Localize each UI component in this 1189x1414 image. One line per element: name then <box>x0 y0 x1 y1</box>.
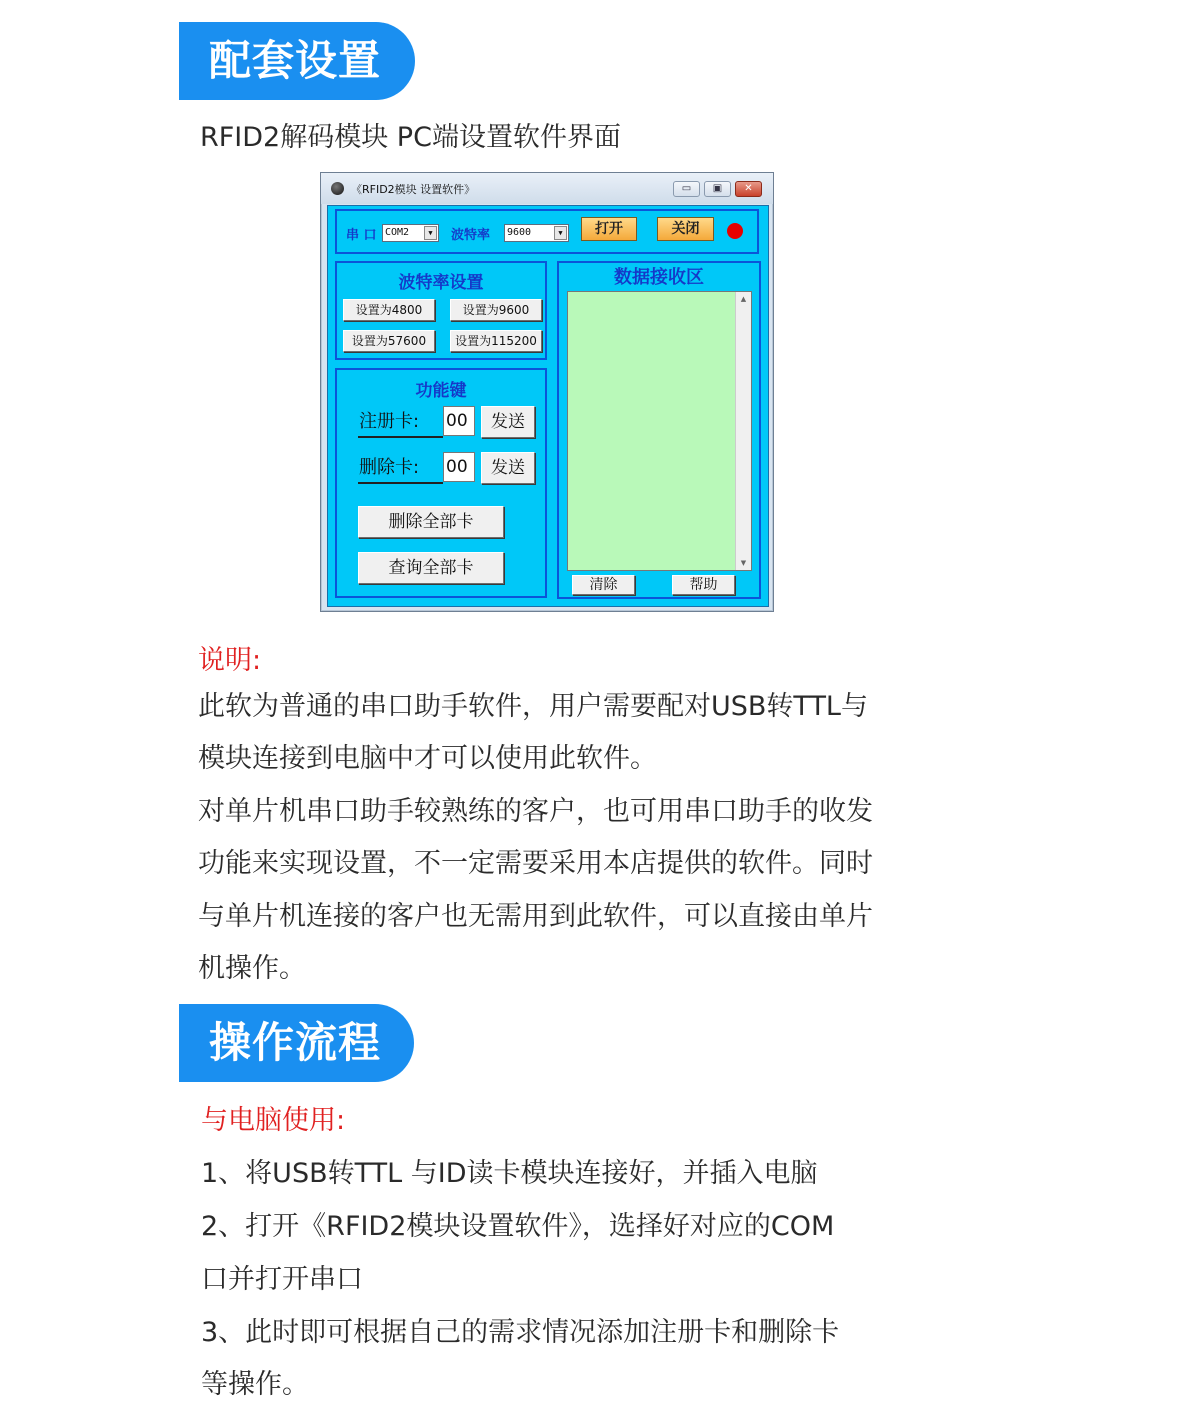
serial-port-select[interactable] <box>382 224 439 242</box>
process-step: 3、此时即可根据自己的需求情况添加注册卡和删除卡 <box>201 1317 840 1348</box>
set-baud-9600-button[interactable]: 设置为9600 <box>450 299 542 321</box>
set-baud-57600-button[interactable]: 设置为57600 <box>343 330 435 352</box>
window-titlebar[interactable] <box>321 173 773 204</box>
register-send-button[interactable]: 发送 <box>481 406 535 438</box>
baud-rate-label: 波特率 <box>451 228 491 243</box>
function-keys-group-title: 功能键 <box>415 381 467 401</box>
chevron-down-icon[interactable]: ▼ <box>424 226 437 240</box>
set-baud-4800-button[interactable]: 设置为4800 <box>343 299 435 321</box>
scroll-down-icon[interactable]: ▼ <box>740 559 747 567</box>
delete-card-input[interactable]: 00 <box>443 452 475 482</box>
minimize-icon[interactable]: ▭ <box>673 181 700 197</box>
process-step: 等操作。 <box>201 1369 309 1400</box>
notes-line: 此软为普通的串口助手软件，用户需要配对USB转TTL与 <box>198 691 868 722</box>
query-all-cards-button[interactable]: 查询全部卡 <box>358 552 504 584</box>
serial-port-label: 串 口 <box>346 228 377 243</box>
notes-line: 功能来实现设置，不一定需要采用本店提供的软件。同时 <box>198 848 873 879</box>
section-banner-process: 操作流程 <box>179 1004 414 1082</box>
scroll-up-icon[interactable]: ▲ <box>740 295 747 303</box>
delete-all-cards-button[interactable]: 删除全部卡 <box>358 506 504 538</box>
chevron-down-icon[interactable]: ▼ <box>554 226 567 240</box>
register-card-input[interactable]: 00 <box>443 406 475 436</box>
delete-card-underline <box>358 482 443 484</box>
notes-line: 对单片机串口助手较熟练的客户，也可用串口助手的收发 <box>198 796 873 827</box>
notes-heading: 说明: <box>198 645 262 676</box>
section-banner-setup: 配套设置 <box>179 22 415 100</box>
delete-send-button[interactable]: 发送 <box>481 452 535 484</box>
serial-port-value: COM2 <box>385 227 410 238</box>
help-button[interactable]: 帮助 <box>672 575 735 595</box>
data-receive-textarea[interactable] <box>567 291 752 571</box>
close-icon[interactable]: ✕ <box>735 181 762 197</box>
app-icon <box>331 182 344 195</box>
section-subtitle: RFID2解码模块 PC端设置软件界面 <box>200 122 621 153</box>
notes-line: 与单片机连接的客户也无需用到此软件，可以直接由单片 <box>198 901 873 932</box>
notes-line: 模块连接到电脑中才可以使用此软件。 <box>198 743 657 774</box>
clear-button[interactable]: 清除 <box>572 575 635 595</box>
process-step: 2、打开《RFID2模块设置软件》，选择好对应的COM <box>201 1211 835 1242</box>
baud-rate-group-title: 波特率设置 <box>398 273 484 293</box>
baud-rate-select[interactable] <box>504 224 569 242</box>
close-port-button[interactable]: 关闭 <box>657 217 714 241</box>
process-step: 1、将USB转TTL 与ID读卡模块连接好，并插入电脑 <box>201 1158 818 1189</box>
vertical-scrollbar[interactable] <box>735 292 751 570</box>
delete-card-label: 删除卡: <box>359 457 420 478</box>
process-heading: 与电脑使用: <box>201 1105 346 1136</box>
process-step: 口并打开串口 <box>201 1264 363 1295</box>
notes-line: 机操作。 <box>198 953 306 984</box>
set-baud-115200-button[interactable]: 设置为115200 <box>450 330 542 352</box>
baud-rate-value: 9600 <box>507 227 532 238</box>
open-port-button[interactable]: 打开 <box>581 217 637 241</box>
window-title: 《RFID2模块 设置软件》 <box>351 183 476 196</box>
maximize-icon[interactable]: ▣ <box>704 181 731 197</box>
register-card-label: 注册卡: <box>359 411 420 432</box>
data-receive-group-title: 数据接收区 <box>614 267 704 288</box>
register-card-underline <box>358 436 443 438</box>
status-indicator <box>727 223 743 239</box>
